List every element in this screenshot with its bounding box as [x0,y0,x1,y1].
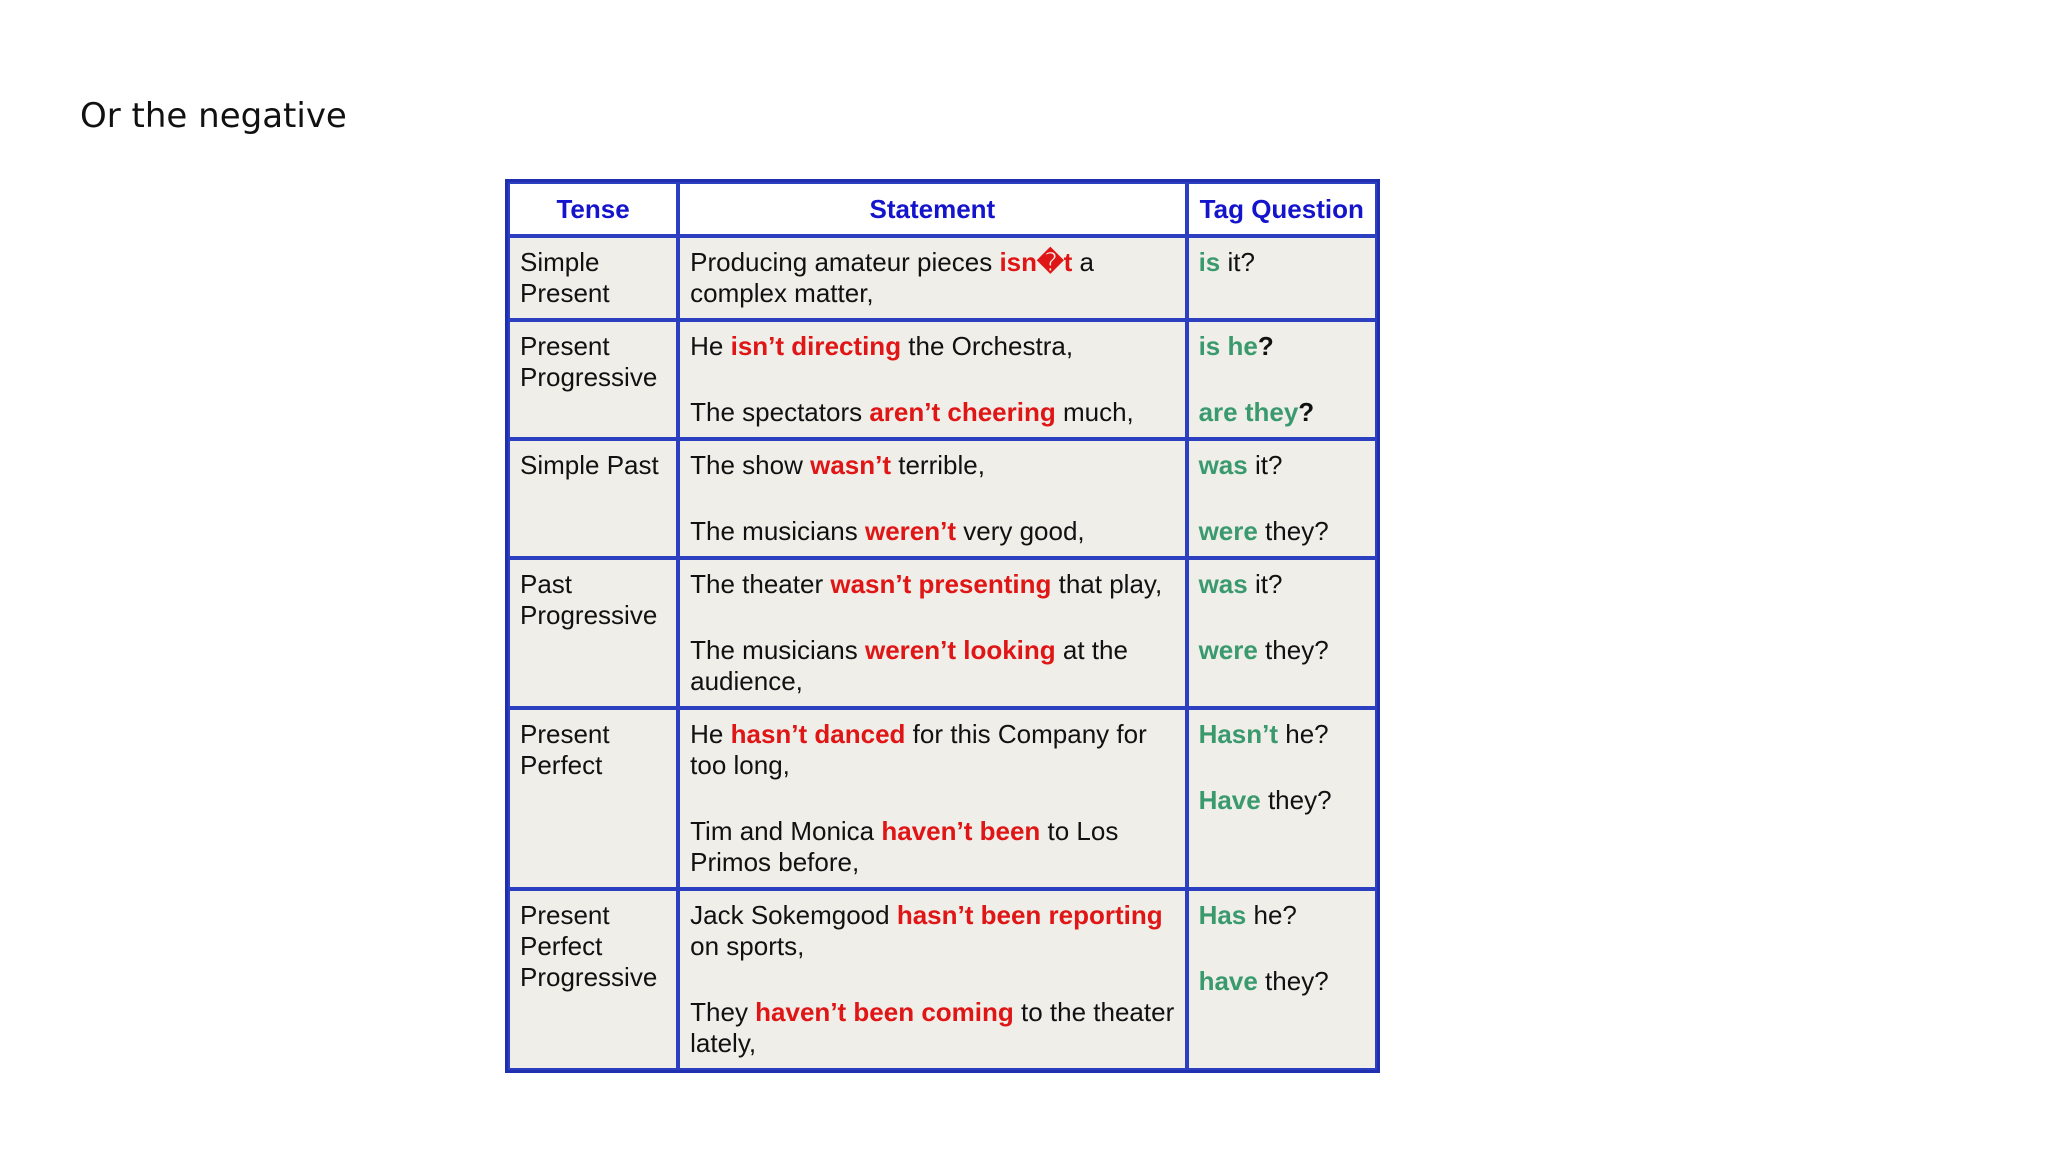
negative-verb: wasn’t presenting [830,569,1052,599]
tag-rest: it? [1247,569,1283,599]
table-row [508,708,1377,889]
tense-label: Simple Past [520,450,659,480]
tag-auxiliary: was [1198,569,1248,599]
tag-line [1199,331,1365,362]
tag-line [1199,719,1365,750]
statement-text: that play, [1051,569,1163,599]
tag-line [1199,247,1365,278]
negative-verb: isn�t [999,247,1073,277]
negative-verb: weren’t looking [864,635,1056,665]
statement-text: The show [690,450,811,480]
statement-text: The spectators [690,397,870,427]
statement-line [690,397,1174,428]
negative-verb: haven’t been [881,816,1041,846]
tag-cell [1187,889,1377,1070]
statement-line [690,569,1174,600]
statement-text: very good, [956,516,1085,546]
statement-cell [678,236,1186,320]
statement-text: Tim and Monica [690,816,882,846]
statement-line [690,516,1174,547]
tag-auxiliary: are they [1198,397,1299,427]
negative-verb: aren’t cheering [869,397,1056,427]
tag-line [1199,785,1365,816]
tense-cell [508,236,678,320]
statement-text: The musicians [690,516,865,546]
statement-text: He [690,331,731,361]
statement-line [690,719,1174,781]
tense-label: Present Perfect Progressive [520,900,658,992]
negative-verb: wasn’t [810,450,892,480]
tag-line [1199,900,1365,931]
tag-line [1199,966,1365,997]
tag-rest: they? [1257,966,1329,996]
negative-verb: haven’t been coming [755,997,1014,1027]
statement-line [690,635,1174,697]
statement-cell [678,708,1186,889]
tag-auxiliary: is he [1198,331,1258,361]
tag-rest: he? [1246,900,1297,930]
tag-rest: it? [1247,450,1283,480]
tag-line [1199,516,1365,547]
statement-cell [678,320,1186,439]
tag-rest: it? [1220,247,1255,277]
statement-text: for this Company for too long, [690,719,1147,780]
tag-auxiliary: Have [1198,785,1261,815]
tag-line [1199,450,1365,481]
negative-verb: hasn’t danced [730,719,906,749]
tag-line [1199,397,1365,428]
tense-cell [508,889,678,1070]
tense-label: Present Perfect [520,719,610,780]
tag-line [1199,635,1365,666]
tag-auxiliary: were [1198,516,1258,546]
statement-line [690,997,1174,1059]
tense-label: Past Progressive [520,569,658,630]
tag-line [1199,569,1365,600]
statement-cell [678,439,1186,558]
statement-text: They [690,997,756,1027]
tag-rest: they? [1257,516,1329,546]
statement-text: on sports, [690,931,805,961]
statement-text: to the theater lately, [690,997,1175,1058]
tag-rest: he? [1278,719,1329,749]
tag-auxiliary: is [1198,247,1221,277]
statement-text: a complex matter, [690,247,1095,308]
slide-title: Or the negative [80,96,347,136]
statement-text: The musicians [690,635,865,665]
tag-rest: ? [1298,397,1315,427]
table-row [508,320,1377,439]
table-row [508,558,1377,708]
tense-label: Simple Present [520,247,610,308]
tag-rest: they? [1260,785,1332,815]
negative-verb: hasn’t been reporting [896,900,1163,930]
statement-text: He [690,719,731,749]
statement-line [690,816,1174,878]
header-tag-question: Tag Question [1187,182,1377,236]
statement-cell [678,889,1186,1070]
header-tense: Tense [508,182,678,236]
tag-auxiliary: were [1198,635,1258,665]
header-statement: Statement [678,182,1186,236]
tag-cell [1187,236,1377,320]
tag-auxiliary: have [1198,966,1258,996]
statement-text: terrible, [891,450,985,480]
table-row [508,236,1377,320]
tag-rest: ? [1257,331,1274,361]
statement-text: to Los Primos before, [690,816,1119,877]
statement-line [690,247,1174,309]
negative-verb: weren’t [864,516,957,546]
tag-cell [1187,558,1377,708]
tag-cell [1187,439,1377,558]
tense-cell [508,708,678,889]
table-header-row [508,182,1377,236]
statement-line [690,450,1174,481]
statement-text: The theater [690,569,831,599]
statement-text: at the audience, [690,635,1128,696]
tag-auxiliary: Has [1198,900,1247,930]
statement-text: Jack Sokemgood [690,900,897,930]
tag-cell [1187,320,1377,439]
statement-text: Producing amateur pieces [690,247,1000,277]
tense-cell [508,558,678,708]
statement-text: much, [1055,397,1134,427]
tag-question-table [505,179,1380,1073]
tag-rest: they? [1257,635,1329,665]
tag-cell [1187,708,1377,889]
statement-cell [678,558,1186,708]
tag-auxiliary: was [1198,450,1248,480]
statement-line [690,900,1174,962]
tense-label: Present Progressive [520,331,658,392]
tense-cell [508,439,678,558]
table-row [508,439,1377,558]
statement-text: the Orchestra, [901,331,1074,361]
table-row [508,889,1377,1070]
tag-auxiliary: Hasn’t [1198,719,1279,749]
tense-cell [508,320,678,439]
statement-line [690,331,1174,362]
negative-verb: isn’t directing [730,331,902,361]
